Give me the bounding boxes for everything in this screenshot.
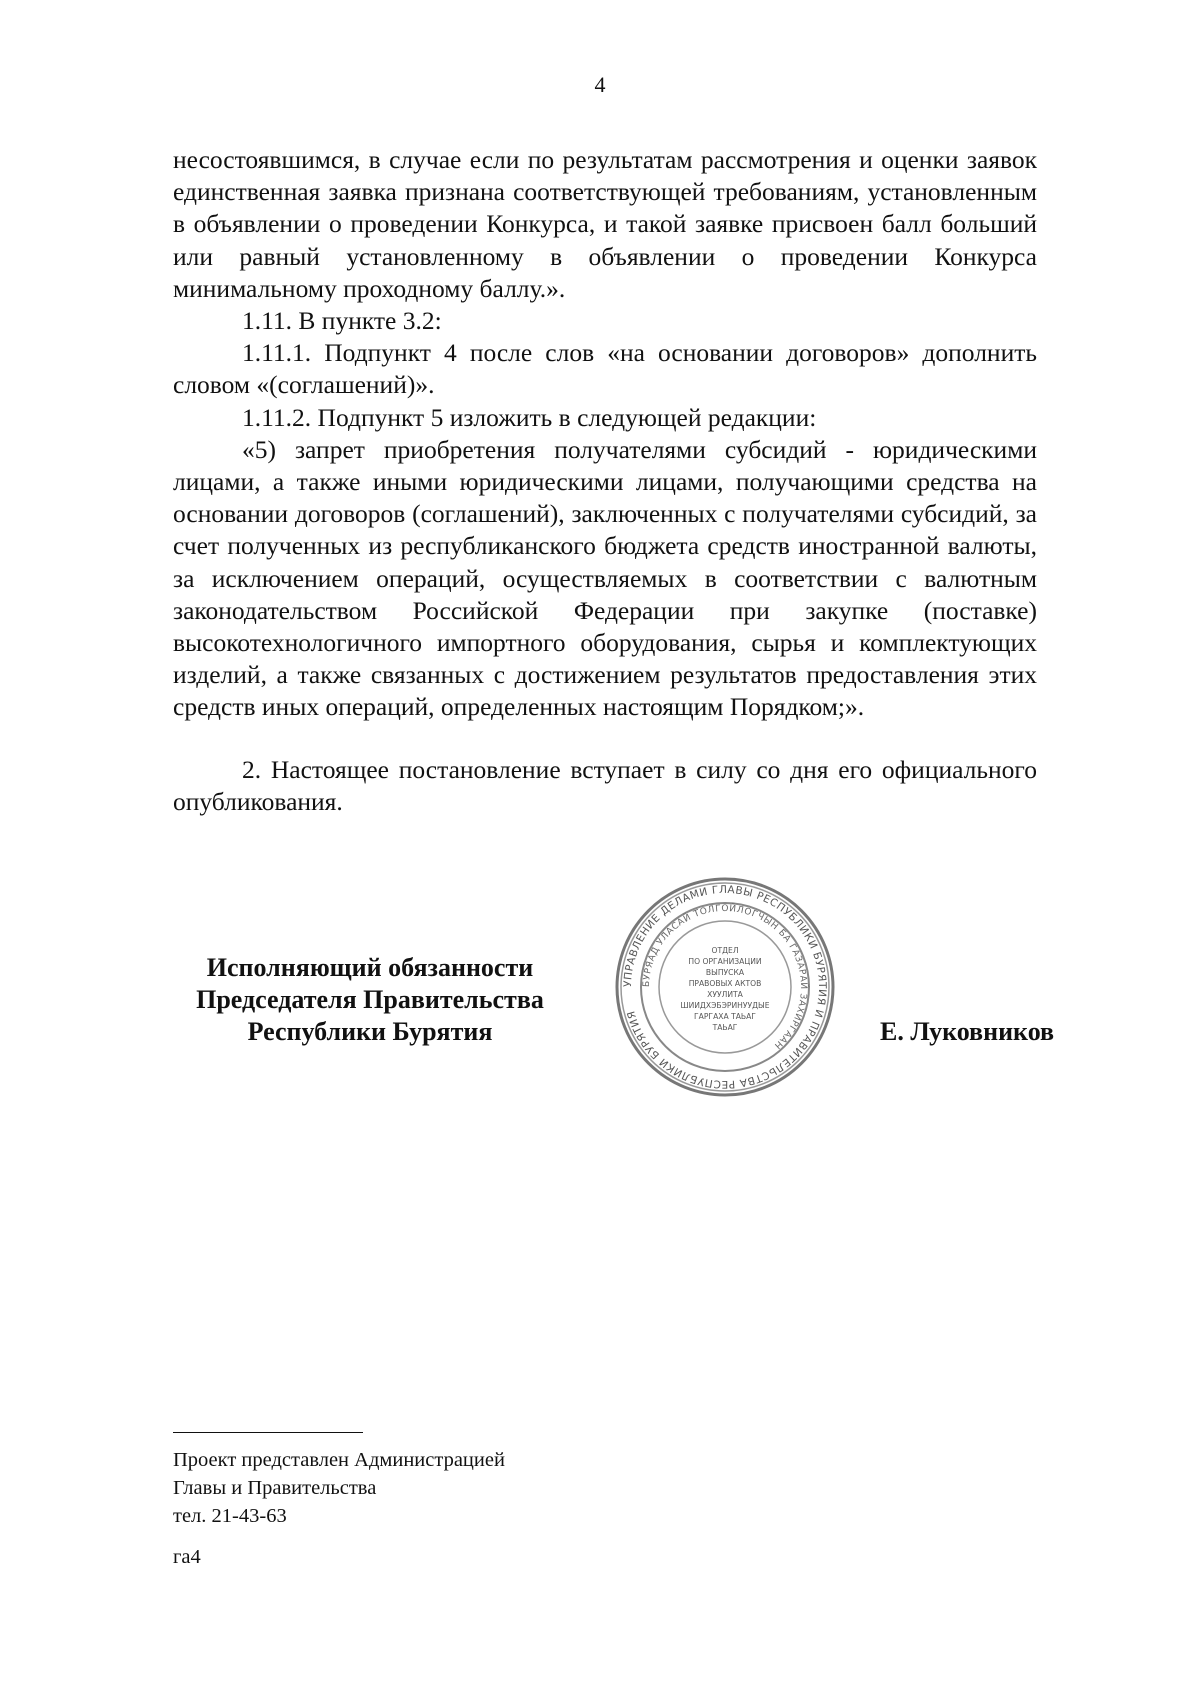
seal-outer-text: УПРАВЛЕНИЕ ДЕЛАМИ ГЛАВЫ РЕСПУБЛИКИ БУРЯТИЯ И ПРАВИТЕЛЬСТВА РЕСПУБЛИКИ БУРЯТИЯ [621, 883, 829, 1091]
signatory-title-line-2: Председателя Правительства [196, 985, 544, 1014]
footnote-divider [173, 1432, 363, 1433]
seal-center-line: ТАЬАГ [712, 1023, 738, 1032]
paragraph-1-11-2: 1.11.2. Подпункт 5 изложить в следующей редакции: [242, 402, 817, 432]
footnote [173, 1446, 505, 1530]
footnote-line-1: Проект представлен Администрацией [173, 1449, 505, 1471]
seal-center-line: ВЫПУСКА [705, 968, 745, 977]
paragraph-continuation: несостоявшимся, в случае если по результатам рассмотрения и оценки заявок единственная заявка признана соответствующей требованиям, установленным в объявлении о проведении Конкурса, и такой заявке присвоен балл больший или равный установленному в объявлении о проведении Конкурса минимальному проходному баллу.». [173, 145, 1037, 303]
official-seal [613, 875, 837, 1099]
seal-center-line: ПРАВОВЫХ АКТОВ [688, 979, 762, 988]
seal-inner-text: БУРЯАД УЛАСАЙ ТОЛГОЙЛОГЧЫН БА ГАЗАРАЙ ЗАХИРГААН [641, 903, 809, 1051]
signatory-title-line-3: Республики Бурятия [247, 1017, 493, 1046]
seal-center-line: ПО ОРГАНИЗАЦИИ [688, 957, 762, 966]
seal-center-line: ШИИДХЭБЭРИНУУДЫЕ [680, 1001, 770, 1010]
signatory-title-line-1: Исполняющий обязанности [206, 953, 534, 982]
paragraph-1-11: 1.11. В пункте 3.2: [242, 306, 442, 336]
paragraph-1-11-1: 1.11.1. Подпункт 4 после слов «на основании договоров» дополнить словом «(соглашений)». [173, 338, 1037, 400]
seal-center-line: ХУУЛИТА [707, 990, 743, 999]
footnote-line-2: Главы и Правительства [173, 1477, 377, 1499]
signatory-name: Е. Луковников [880, 1017, 1055, 1046]
seal-center-line: ОТДЕЛ [711, 946, 739, 955]
document-body [173, 144, 1037, 818]
paragraph-subitem-5: «5) запрет приобретения получателями субсидий - юридическими лицами, а также иными юридическими лицами, получающими средства на основании договоров (соглашений), заключенных с получателями субсидий, за счет полученных из республиканского бюджета средств иностранной валюты, за исключением операций, осуществляемых в соответствии с валютным законодательством Российской Федерации при закупке (поставке) высокотехнологичного импортного оборудования, сырья и комплектующих изделий, а также связанных с достижением результатов предоставления этих средств иных операций, определенных настоящим Порядком;». [173, 434, 1037, 722]
document-code: га4 [173, 1546, 201, 1568]
seal-center-line: ГАРГАХА ТАЬАГ [694, 1012, 756, 1021]
paragraph-2: 2. Настоящее постановление вступает в силу со дня его официального опубликования. [173, 754, 1037, 816]
page-number: 4 [594, 72, 606, 97]
footnote-line-3: тел. 21-43-63 [173, 1505, 287, 1527]
signatory-title [170, 952, 570, 1048]
